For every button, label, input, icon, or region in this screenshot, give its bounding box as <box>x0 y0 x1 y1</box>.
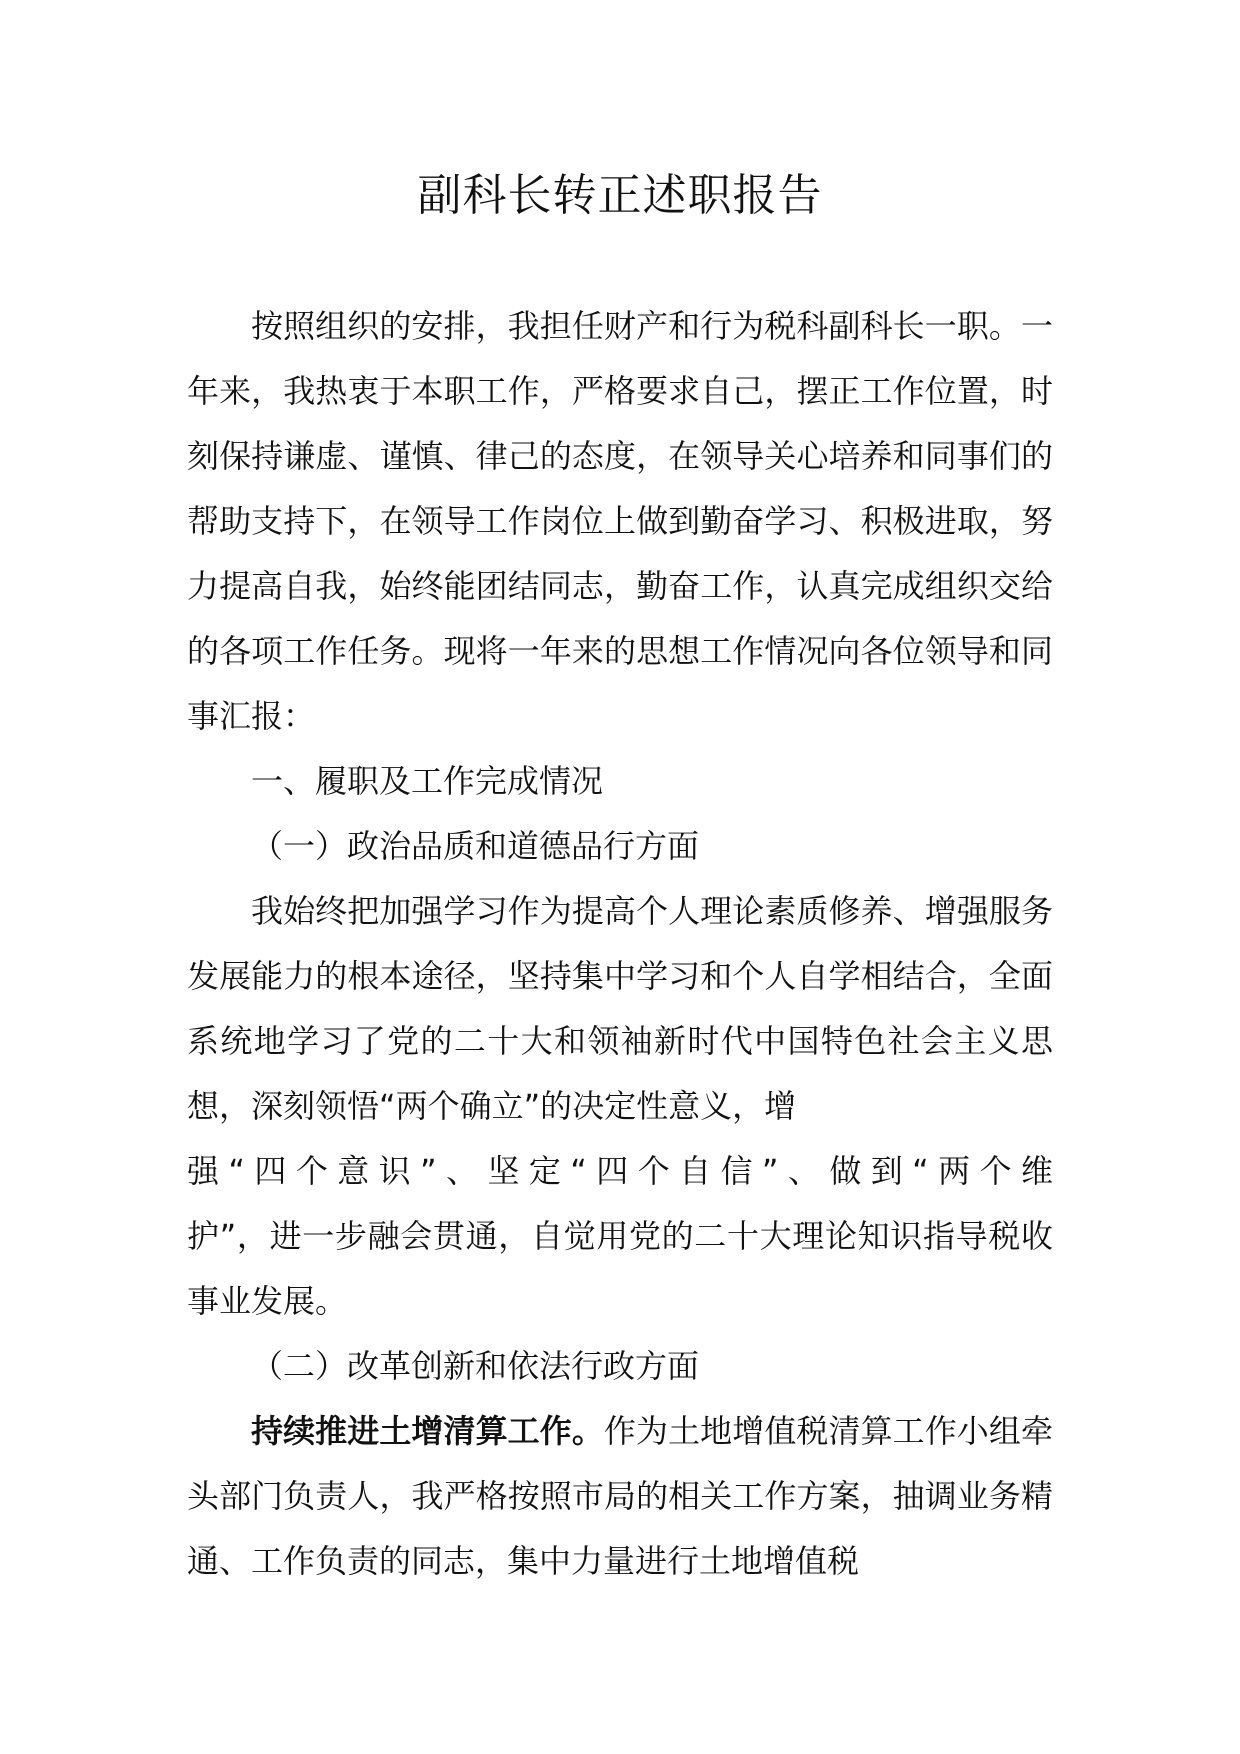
section-heading-1: 一、履职及工作完成情况 <box>251 762 604 800</box>
document-body <box>187 294 1053 1594</box>
document-title: 副科长转正述职报告 <box>417 170 823 221</box>
subsection-1-text-b: 强“四个意识”、坚定“四个自信”、做到“两个维 <box>187 1152 1053 1190</box>
subsection-1-text-c: 护”，进一步融会贯通，自觉用党的二十大理论知识指导税收事业发展。 <box>187 1217 1053 1320</box>
subsection-2-text: 作为土地增值税清算工作小组牵头部门负责人，我严格按照市局的相关工作方案，抽调业务精通、工作负责的同志，集中力量进行土地增值税 <box>187 1412 1053 1580</box>
subsection-2-lead: 持续推进土增清算工作。 <box>251 1412 604 1450</box>
subsection-2-paragraph <box>187 1399 1053 1594</box>
subsection-heading-1: （一）政治品质和道德品行方面 <box>251 827 700 865</box>
subsection-1-paragraph <box>187 879 1053 1334</box>
subsection-1-text-a: 我始终把加强学习作为提高个人理论素质修养、增强服务发展能力的根本途径，坚持集中学习和个人自学相结合，全面系统地学习了党的二十大和领袖新时代中国特色社会主义思想，深刻领悟“两个确立”的决定性意义，增 <box>187 892 1053 1125</box>
subsection-heading-2: （二）改革创新和依法行政方面 <box>251 1347 700 1385</box>
intro-paragraph: 按照组织的安排，我担任财产和行为税科副科长一职。一年来，我热衷于本职工作，严格要求自己，摆正工作位置，时刻保持谦虚、谨慎、律己的态度，在领导关心培养和同事们的帮助支持下，在领导工作岗位上做到勤奋学习、积极进取，努力提高自我，始终能团结同志，勤奋工作，认真完成组织交给的各项工作任务。现将一年来的思想工作情况向各位领导和同事汇报： <box>187 307 1053 735</box>
